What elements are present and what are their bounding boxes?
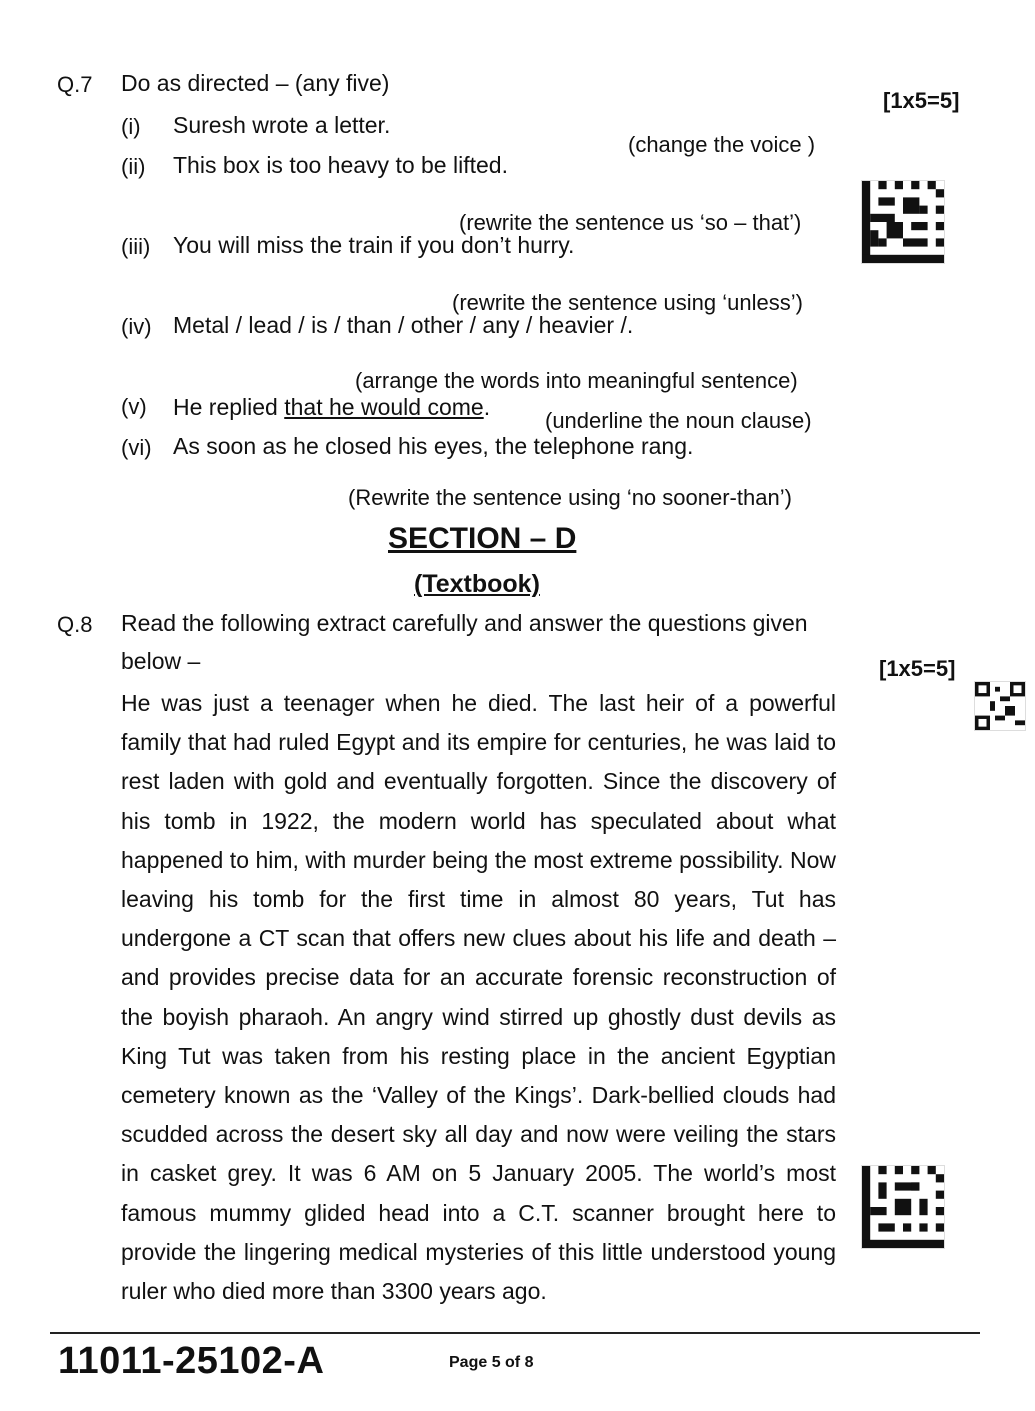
- q8-number: Q.8: [57, 612, 93, 637]
- q7-marks: [1x5=5]: [883, 88, 960, 113]
- q7-item-ii-text: This box is too heavy to be lifted.: [173, 152, 508, 178]
- qr-graphic: [975, 682, 1025, 730]
- q7-item-v-text: He replied that he would come.: [173, 394, 491, 420]
- datamatrix-graphic-bottom: [862, 1166, 944, 1248]
- q7-item-vi-number: (vi): [121, 435, 152, 460]
- qr-code: [974, 681, 1026, 731]
- q7-item-iii-text: You will miss the train if you don’t hurry.: [173, 232, 575, 258]
- q7-item-v-number: (v): [121, 394, 147, 419]
- q7-item-i-number: (i): [121, 114, 141, 139]
- q7-number: Q.7: [57, 72, 93, 97]
- q7-item-ii-number: (ii): [121, 154, 146, 179]
- q7-item-iv-number: (iv): [121, 314, 152, 339]
- q7-directive: Do as directed – (any five): [121, 70, 390, 96]
- q8-marks: [1x5=5]: [879, 656, 956, 681]
- datamatrix-graphic: [862, 181, 944, 263]
- q8-passage: [121, 684, 836, 1311]
- footer-rule: [50, 1332, 980, 1334]
- q8-prompt-line2: below –: [121, 648, 201, 674]
- q7-item-i-instruction: (change the voice ): [628, 132, 816, 157]
- datamatrix-code: [861, 180, 945, 264]
- q7-item-ii-instruction: (rewrite the sentence us ‘so – that’): [459, 210, 802, 235]
- q7-item-i-text: Suresh wrote a letter.: [173, 112, 391, 138]
- q7-item-iv-text: Metal / lead / is / than / other / any / heavier /.: [173, 312, 634, 338]
- page-number: Page 5 of 8: [449, 1354, 534, 1371]
- section-subtitle: (Textbook): [414, 570, 540, 598]
- q7-item-v-instruction: (underline the noun clause): [545, 408, 812, 433]
- q7-item-vi-text: As soon as he closed his eyes, the telephone rang.: [173, 433, 694, 459]
- datamatrix-code-bottom: [861, 1165, 945, 1249]
- section-title: SECTION – D: [388, 522, 577, 555]
- q7-item-iv-instruction: (arrange the words into meaningful sentence): [355, 368, 798, 393]
- paper-code: 11011-25102-A: [58, 1340, 325, 1382]
- q7-item-iii-instruction: (rewrite the sentence using ‘unless’): [452, 290, 803, 315]
- q8-passage-text: He was just a teenager when he died. The last heir of a powerful family that had ruled Egypt and its empire for centuries, he was laid to rest laden with gold and eventually forgotten. Since the discovery of his tomb in 1922, the modern world has speculated about what happened to him, with murder being the most extreme possibility. Now leaving his tomb for the first time in almost 80 years, Tut has undergone a CT scan that offers new clues about his life and death – and provides precise data for an accurate forensic reconstruction of the boyish pharaoh. An angry wind stirred up ghostly dust devils as King Tut was taken from his resting place in the ancient Egyptian cemetery known as the ‘Valley of the Kings’. Dark-bellied clouds had scudded across the desert sky all day and now were veiling the stars in casket grey. It was 6 AM on 5 January 2005. The world’s most famous mummy glided head into a C.T. scanner brought here to provide the lingering medical mysteries of this little understood young ruler who died more than 3300 years ago.: [121, 690, 836, 1305]
- q7-item-iii-number: (iii): [121, 234, 151, 259]
- q8-prompt-line1: Read the following extract carefully and answer the questions given: [121, 610, 808, 636]
- q7-item-v-noun-clause: that he would come: [284, 394, 484, 420]
- q7-item-vi-instruction: (Rewrite the sentence using ‘no sooner-than’): [348, 485, 792, 510]
